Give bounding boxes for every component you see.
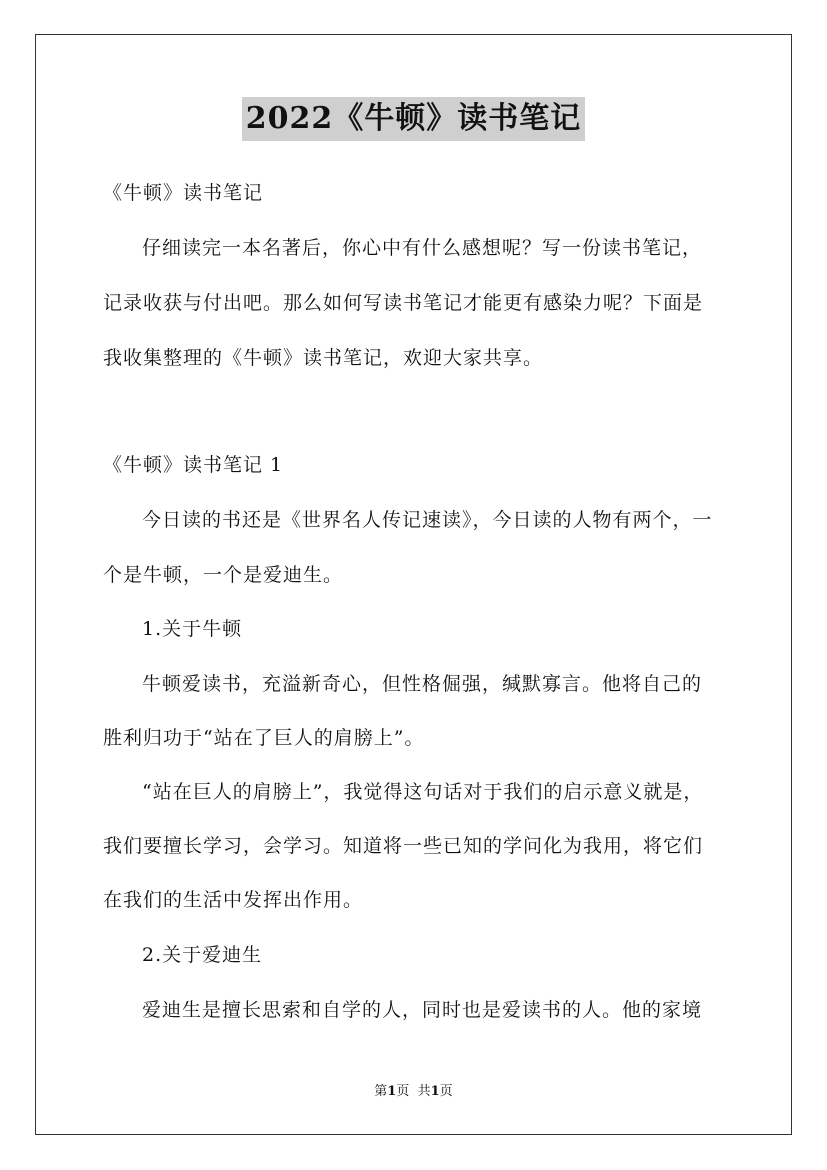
paragraph-line: 仔细读完一本名著后，你心中有什么感想呢？写一份读书笔记， xyxy=(142,237,703,259)
paragraph-line: 胜利归功于“站在了巨人的肩膀上”。 xyxy=(103,727,425,749)
paragraph-line: 在我们的生活中发挥出作用。 xyxy=(103,889,364,911)
document-title-wrap xyxy=(0,97,827,141)
subheading-edison: 2.关于爱迪生 xyxy=(142,944,263,966)
footer-total-suffix: 页 xyxy=(439,1084,453,1099)
footer-page-suffix: 页 xyxy=(396,1084,410,1099)
footer-total-number: 1 xyxy=(430,1084,440,1099)
paragraph-line: 我们要擅长学习，会学习。知道将一些已知的学问化为我用，将它们 xyxy=(103,835,704,857)
section-heading-note-1: 《牛顿》读书笔记 1 xyxy=(103,454,284,476)
paragraph-line: 个是牛顿，一个是爱迪生。 xyxy=(103,564,344,586)
footer-total-prefix: 共 xyxy=(417,1084,431,1099)
paragraph-line: 牛顿爱读书，充溢新奇心，但性格倔强，缄默寡言。他将自己的 xyxy=(142,673,703,695)
subheading-newton: 1.关于牛顿 xyxy=(142,618,243,640)
page-footer xyxy=(0,1083,827,1101)
footer-page-number: 1 xyxy=(387,1084,397,1099)
paragraph-line: 今日读的书还是《世界名人传记速读》，今日读的人物有两个，一 xyxy=(142,509,713,531)
document-title: 2022《牛顿》读书笔记 xyxy=(242,97,586,141)
paragraph-line: “站在巨人的肩膀上”，我觉得这句话对于我们的启示意义就是， xyxy=(142,781,704,803)
paragraph-line: 记录收获与付出吧。那么如何写读书笔记才能更有感染力呢？下面是 xyxy=(103,292,704,314)
paragraph-line: 爱迪生是擅长思索和自学的人，同时也是爱读书的人。他的家境 xyxy=(142,999,703,1021)
section-heading-intro: 《牛顿》读书笔记 xyxy=(103,182,264,204)
footer-page-prefix: 第 xyxy=(374,1084,388,1099)
paragraph-line: 我收集整理的《牛顿》读书笔记，欢迎大家共享。 xyxy=(103,347,544,369)
